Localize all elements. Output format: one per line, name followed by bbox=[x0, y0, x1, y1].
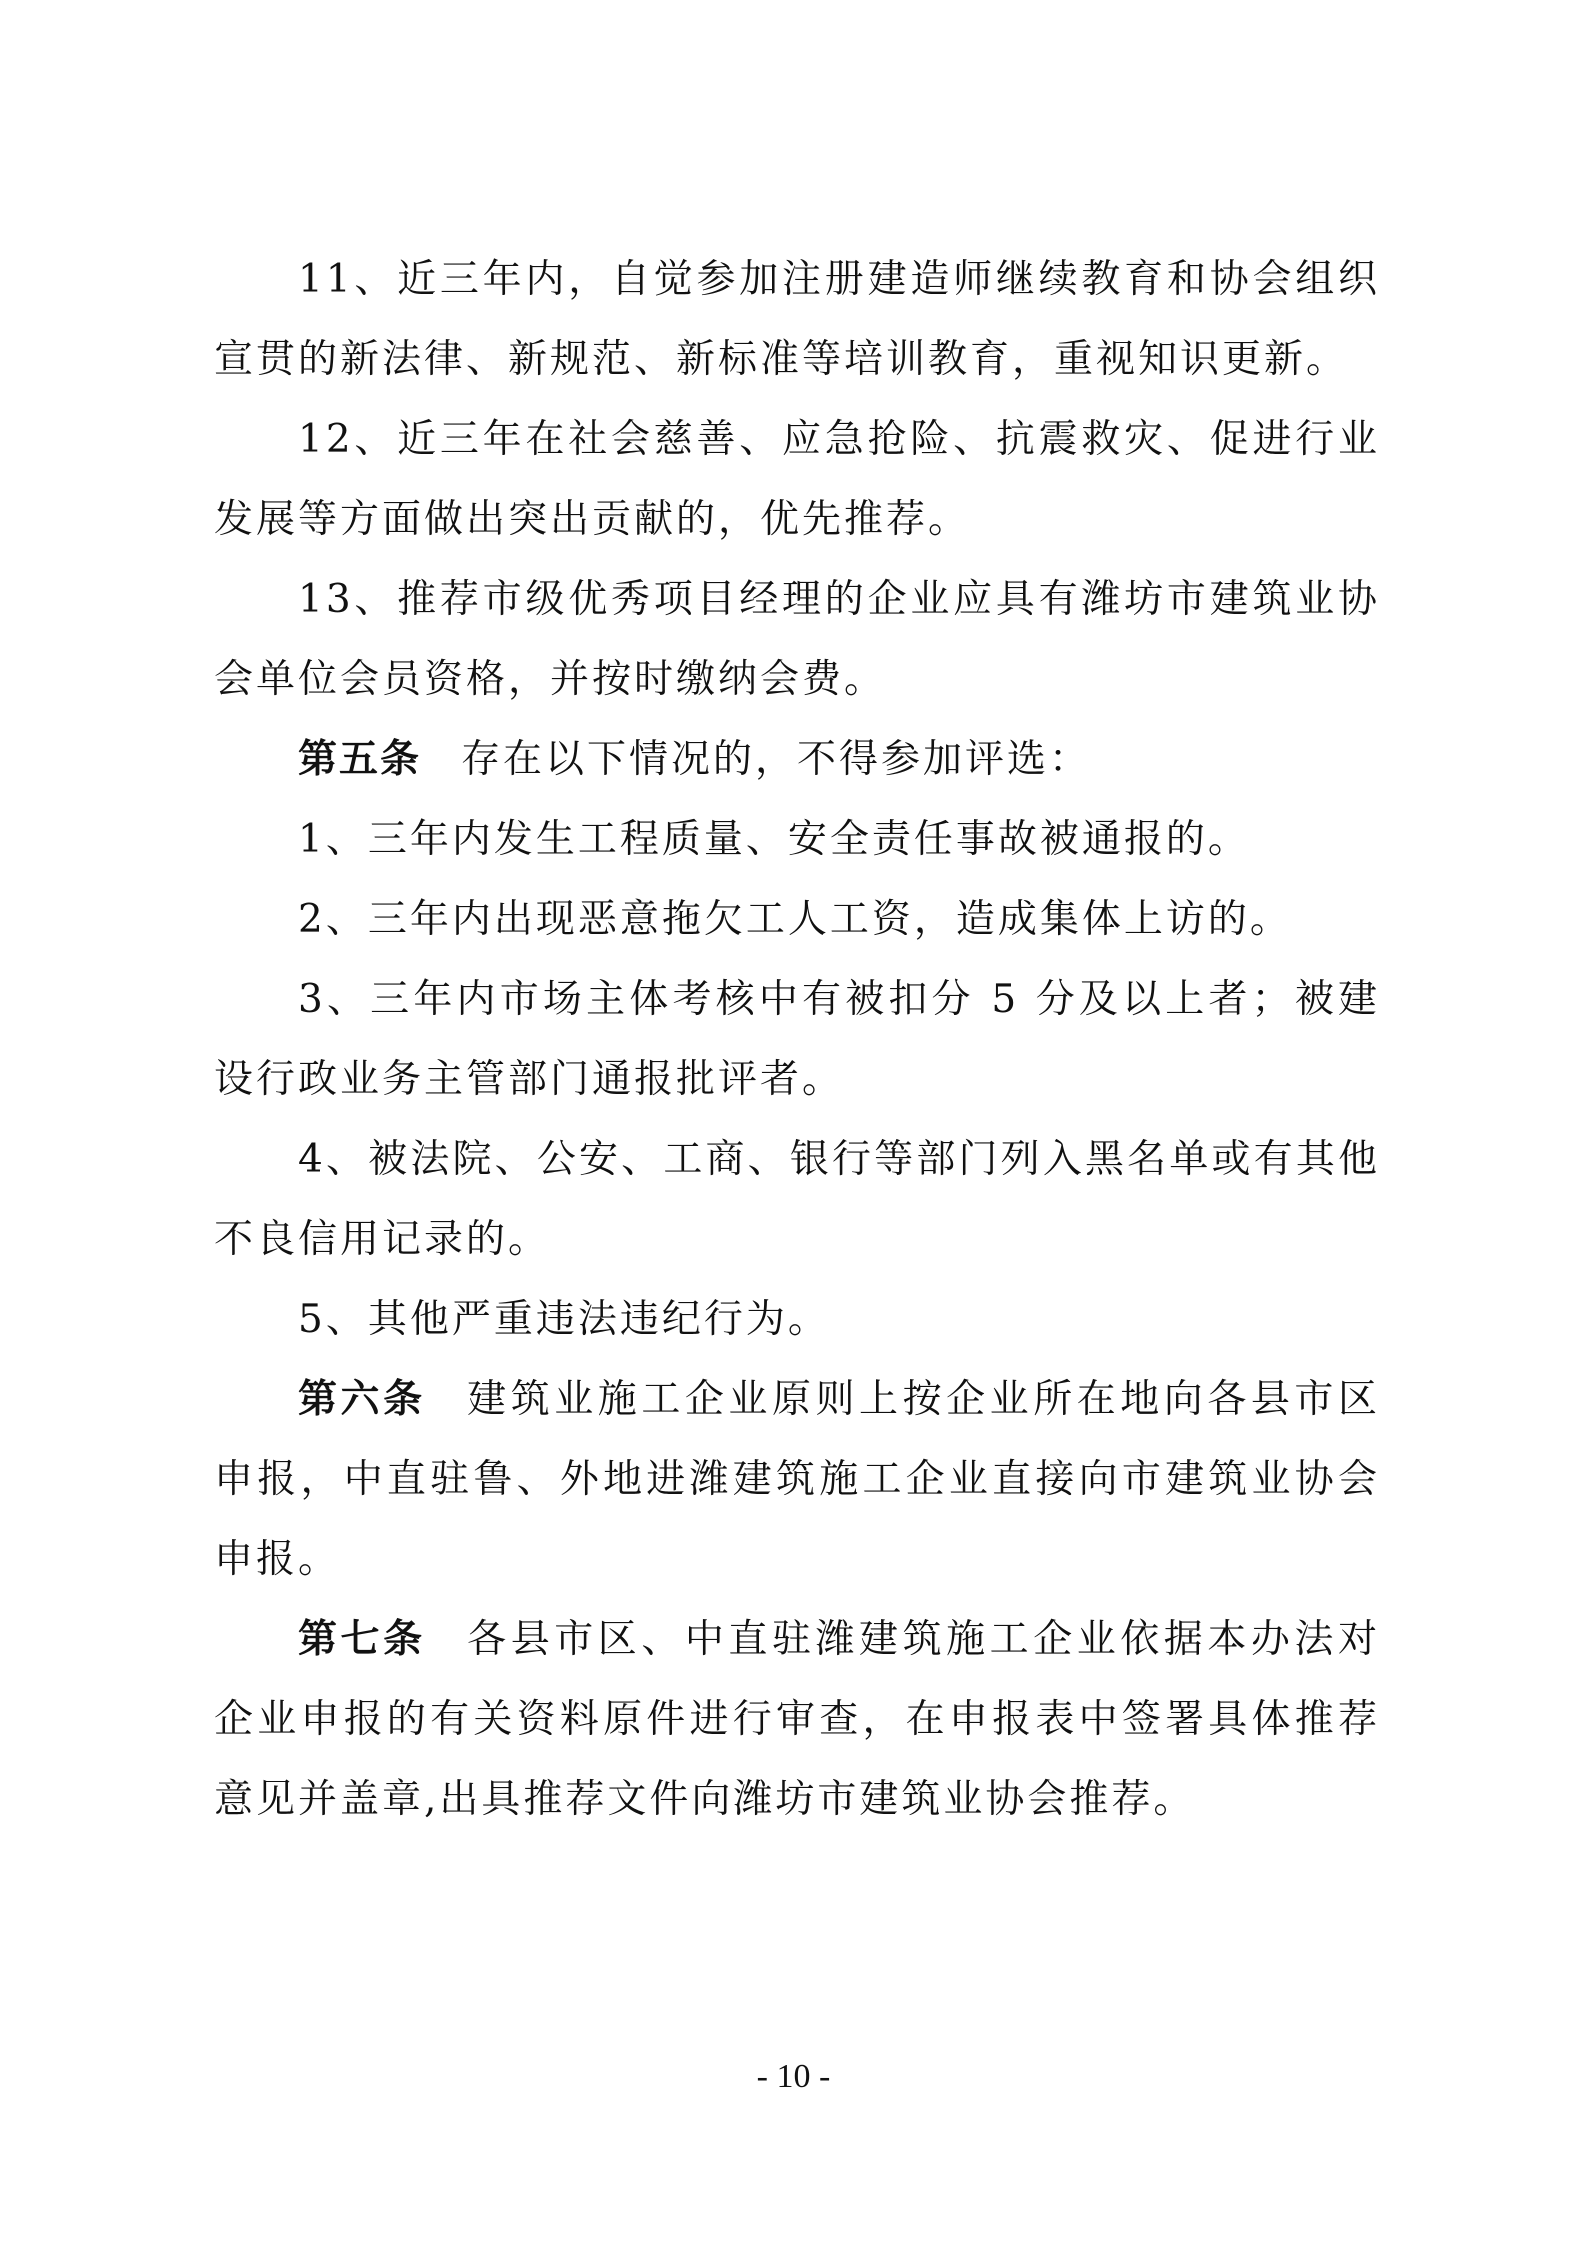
article-7-label: 第七条 bbox=[298, 1617, 426, 1662]
article-5-label: 第五条 bbox=[298, 737, 422, 782]
paragraph-item-11: 11、近三年内，自觉参加注册建造师继续教育和协会组织宣贯的新法律、新规范、新标准等培训教育，重视知识更新。 bbox=[214, 257, 1380, 382]
paragraph-article-5 bbox=[214, 720, 1380, 800]
paragraph-item-5-1: 1、三年内发生工程质量、安全责任事故被通报的。 bbox=[298, 817, 1250, 862]
article-7-text: 各县市区、中直驻潍建筑施工企业依据本办法对企业申报的有关资料原件进行审查，在申报表中签署具体推荐意见并盖章,出具推荐文件向潍坊市建筑业协会推荐。 bbox=[214, 1617, 1380, 1822]
paragraph-article-6 bbox=[214, 1360, 1380, 1600]
paragraph-item-5-5: 5、其他严重违法违纪行为。 bbox=[298, 1297, 830, 1342]
paragraph-item-13: 13、推荐市级优秀项目经理的企业应具有潍坊市建筑业协会单位会员资格，并按时缴纳会费。 bbox=[214, 577, 1380, 702]
article-6-label: 第六条 bbox=[298, 1377, 426, 1422]
page-number: - 10 - bbox=[756, 2058, 831, 2095]
paragraph-article-7 bbox=[214, 1600, 1380, 1840]
article-6-text: 建筑业施工企业原则上按企业所在地向各县市区申报，中直驻鲁、外地进潍建筑施工企业直接向市建筑业协会申报。 bbox=[214, 1377, 1380, 1582]
paragraph-item-5-2: 2、三年内出现恶意拖欠工人工资，造成集体上访的。 bbox=[298, 897, 1292, 942]
paragraph-item-5-3: 3、三年内市场主体考核中有被扣分 5 分及以上者；被建设行政业务主管部门通报批评者。 bbox=[214, 977, 1380, 1102]
paragraph-item-12: 12、近三年在社会慈善、应急抢险、抗震救灾、促进行业发展等方面做出突出贡献的，优先推荐。 bbox=[214, 417, 1380, 542]
paragraph-item-5-4: 4、被法院、公安、工商、银行等部门列入黑名单或有其他不良信用记录的。 bbox=[214, 1137, 1380, 1262]
document-body bbox=[214, 240, 1380, 1840]
article-5-text: 存在以下情况的，不得参加评选： bbox=[461, 737, 1092, 782]
